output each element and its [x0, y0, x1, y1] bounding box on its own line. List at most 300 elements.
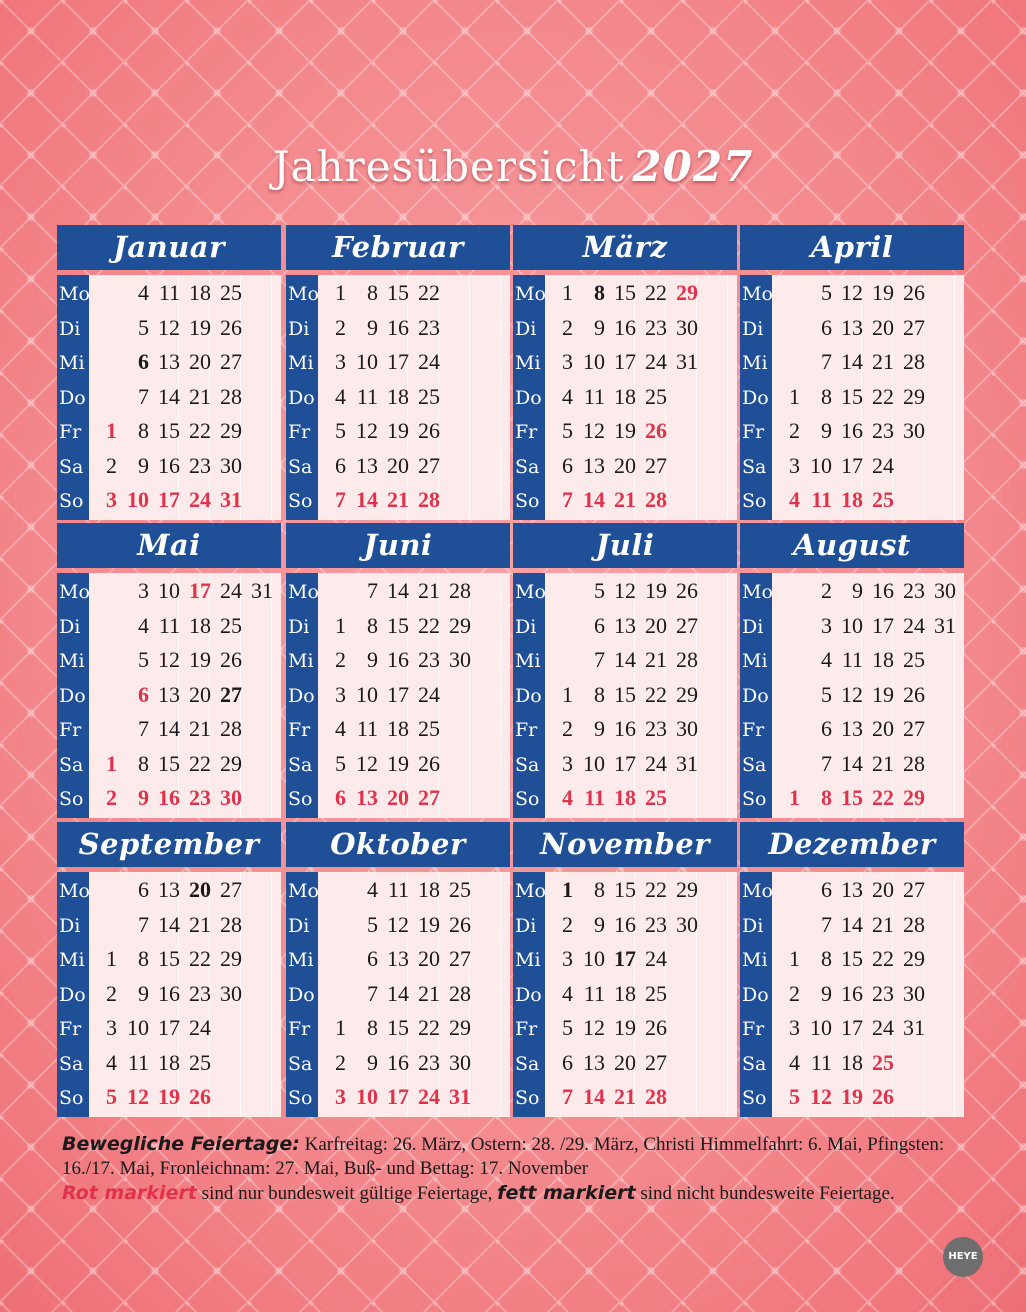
day-cell: 26 — [449, 911, 471, 937]
week-separator — [500, 872, 501, 1117]
day-cell: 1 — [789, 383, 800, 409]
week-separator — [727, 275, 728, 520]
day-cell: 26 — [220, 314, 242, 340]
month-3 — [740, 225, 964, 520]
day-cell: 11 — [811, 487, 832, 512]
day-cell: 24 — [418, 681, 440, 707]
day-cell: 20 — [614, 452, 636, 478]
month-name: Februar — [286, 225, 510, 270]
day-cell: 14 — [158, 716, 180, 741]
weekday-label: Fr — [515, 719, 538, 741]
day-cell: 7 — [594, 647, 605, 672]
day-cell: 11 — [584, 785, 605, 810]
day-cell: 14 — [614, 647, 636, 672]
day-cell: 25 — [189, 1049, 211, 1075]
weekday-column — [57, 275, 89, 520]
day-cell: 9 — [138, 980, 149, 1006]
day-cell: 11 — [810, 1049, 832, 1075]
day-cell: 3 — [789, 452, 800, 478]
month-days-table — [57, 275, 281, 520]
day-cell: 6 — [821, 716, 832, 741]
day-cell: 17 — [841, 452, 863, 478]
weekday-column — [286, 573, 318, 818]
month-days-table — [740, 573, 964, 818]
day-cell: 28 — [449, 578, 471, 603]
month-name: Dezember — [740, 822, 964, 867]
day-cell: 22 — [872, 946, 894, 971]
day-cell: 29 — [676, 877, 698, 902]
day-cell: 7 — [138, 716, 149, 741]
day-cell: 13 — [583, 1049, 605, 1075]
day-cell: 2 — [562, 911, 573, 937]
day-cell: 2 — [335, 314, 346, 340]
day-cell: 8 — [138, 946, 149, 971]
weekday-label: Mo — [515, 283, 546, 305]
weekday-label: So — [742, 788, 767, 810]
weekday-label: So — [288, 1087, 313, 1109]
weekday-label: So — [742, 1087, 767, 1109]
day-cell: 19 — [387, 750, 409, 776]
weekday-column — [57, 573, 89, 818]
weekday-column — [513, 573, 545, 818]
weekday-column — [740, 573, 772, 818]
day-cell: 20 — [387, 785, 409, 810]
weekday-label: Mo — [515, 880, 546, 902]
weekday-label: Sa — [742, 753, 767, 776]
weekday-label: Sa — [59, 753, 84, 776]
weekday-label: Di — [515, 317, 537, 340]
week-separator — [500, 573, 501, 818]
day-cell: 17 — [614, 750, 636, 776]
day-cell: 25 — [645, 785, 667, 810]
day-cell: 5 — [335, 418, 346, 443]
day-cell: 19 — [387, 418, 409, 443]
day-cell: 26 — [903, 681, 925, 707]
day-cell: 1 — [106, 418, 117, 443]
weekday-column — [513, 275, 545, 520]
day-cell: 15 — [387, 1015, 409, 1040]
day-cell: 9 — [138, 452, 149, 478]
day-cell: 9 — [821, 980, 832, 1006]
week-separator — [954, 872, 955, 1117]
day-cell: 11 — [158, 280, 180, 305]
movable-holidays-note — [62, 1132, 977, 1181]
day-cell: 17 — [158, 487, 180, 512]
day-cell: 9 — [594, 911, 605, 937]
day-cell: 24 — [418, 1084, 440, 1109]
weekday-label: So — [59, 1087, 84, 1109]
day-cell: 10 — [583, 349, 605, 374]
day-cell: 6 — [367, 946, 378, 971]
day-cell: 28 — [903, 911, 925, 937]
day-cell: 18 — [841, 487, 863, 512]
week-separator — [727, 872, 728, 1117]
day-cell: 16 — [387, 647, 409, 672]
weekday-label: Fr — [515, 421, 538, 443]
day-cell: 21 — [189, 716, 211, 741]
weekday-label: Di — [515, 615, 537, 638]
day-cell: 17 — [387, 349, 409, 374]
weekday-label: Sa — [288, 455, 313, 478]
day-cell: 23 — [645, 911, 667, 937]
day-cell: 2 — [562, 716, 573, 741]
weekday-label: Di — [59, 914, 81, 937]
month-4 — [57, 523, 281, 818]
week-separator — [469, 275, 470, 520]
weekday-column — [286, 872, 318, 1117]
weekday-label: Fr — [742, 719, 765, 741]
weekday-label: Mo — [59, 581, 90, 603]
day-cell: 20 — [872, 716, 894, 741]
month-7 — [740, 523, 964, 818]
day-cell: 16 — [614, 314, 636, 340]
day-cell: 15 — [387, 612, 409, 638]
day-cell: 20 — [872, 877, 894, 902]
day-cell: 8 — [138, 750, 149, 776]
day-cell: 1 — [335, 612, 346, 638]
day-cell: 4 — [106, 1049, 117, 1075]
day-cell: 21 — [872, 750, 894, 776]
month-days-table — [513, 275, 737, 520]
weekday-label: Di — [288, 914, 310, 937]
weekday-label: Mi — [59, 650, 85, 672]
day-cell: 12 — [841, 280, 863, 305]
day-cell: 29 — [220, 418, 242, 443]
day-cell: 24 — [189, 487, 211, 512]
day-cell: 24 — [872, 1015, 894, 1040]
weekday-label: Di — [742, 317, 764, 340]
weekday-label: Do — [742, 684, 769, 707]
month-name: Mai — [57, 523, 281, 568]
day-cell: 7 — [562, 487, 573, 512]
day-cell: 27 — [645, 452, 667, 478]
day-cell: 24 — [872, 452, 894, 478]
day-cell: 12 — [583, 418, 605, 443]
heye-logo: HEYE — [943, 1237, 983, 1277]
day-cell: 13 — [841, 877, 863, 902]
weekday-label: So — [288, 788, 313, 810]
day-cell: 5 — [594, 578, 605, 603]
holiday-notes — [62, 1132, 977, 1206]
day-cell: 17 — [614, 946, 636, 971]
day-cell: 13 — [841, 314, 863, 340]
weekday-label: Di — [288, 317, 310, 340]
weekday-label: Mo — [742, 283, 773, 305]
day-cell: 15 — [387, 280, 409, 305]
day-cell: 13 — [158, 681, 180, 707]
day-cell: 19 — [418, 911, 440, 937]
day-cell: 9 — [821, 418, 832, 443]
day-cell: 16 — [872, 578, 894, 603]
day-cell: 14 — [158, 383, 180, 409]
month-days-table — [286, 275, 510, 520]
month-1 — [286, 225, 510, 520]
day-cell: 24 — [189, 1015, 211, 1040]
bold-marked-label: fett markiert — [497, 1182, 636, 1204]
day-cell: 26 — [903, 280, 925, 305]
day-cell: 4 — [367, 877, 378, 902]
day-cell: 27 — [449, 946, 471, 971]
day-cell: 14 — [841, 750, 863, 776]
month-5 — [286, 523, 510, 818]
weekday-label: Do — [59, 684, 86, 707]
weekday-label: Sa — [515, 753, 540, 776]
day-cell: 14 — [158, 911, 180, 937]
week-separator — [954, 275, 955, 520]
day-cell: 18 — [841, 1049, 863, 1075]
month-name: August — [740, 523, 964, 568]
day-cell: 23 — [645, 314, 667, 340]
day-cell: 19 — [614, 418, 636, 443]
weekday-label: Do — [742, 386, 769, 409]
weekday-label: Do — [515, 684, 542, 707]
day-cell: 27 — [676, 612, 698, 638]
day-cell: 21 — [872, 349, 894, 374]
day-cell: 21 — [645, 647, 667, 672]
day-cell: 4 — [562, 785, 573, 810]
day-cell: 17 — [841, 1015, 863, 1040]
day-cell: 2 — [106, 980, 117, 1006]
day-cell: 24 — [645, 349, 667, 374]
month-name: November — [513, 822, 737, 867]
month-name: Oktober — [286, 822, 510, 867]
day-cell: 12 — [158, 647, 180, 672]
weekday-label: Mi — [288, 650, 314, 672]
weekday-label: Mi — [288, 949, 314, 971]
weekday-label: Do — [288, 386, 315, 409]
day-cell: 15 — [841, 383, 863, 409]
weekday-label: Do — [515, 983, 542, 1006]
weekday-label: Mo — [742, 581, 773, 603]
weekday-label: Sa — [742, 1052, 767, 1075]
day-cell: 8 — [138, 418, 149, 443]
weekday-label: Mo — [59, 880, 90, 902]
day-cell: 2 — [106, 452, 117, 478]
day-cell: 13 — [356, 452, 378, 478]
day-cell: 13 — [583, 452, 605, 478]
day-cell: 30 — [676, 911, 698, 937]
weekday-label: Fr — [59, 719, 82, 741]
bold-marked-text: sind nicht bundesweite Feiertage. — [640, 1183, 895, 1204]
day-cell: 3 — [335, 1084, 346, 1109]
day-cell: 7 — [138, 911, 149, 937]
day-cell: 24 — [903, 612, 925, 638]
day-cell: 10 — [356, 681, 378, 707]
day-cell: 30 — [903, 980, 925, 1006]
day-cell: 11 — [356, 716, 378, 741]
day-cell: 19 — [189, 314, 211, 340]
year-calendar-grid — [57, 225, 968, 1125]
day-cell: 28 — [220, 716, 242, 741]
week-separator — [500, 275, 501, 520]
day-cell: 14 — [356, 487, 378, 512]
legend-note — [62, 1181, 977, 1206]
day-cell: 22 — [189, 946, 211, 971]
day-cell: 28 — [449, 980, 471, 1006]
day-cell: 13 — [158, 349, 180, 374]
day-cell: 24 — [418, 349, 440, 374]
day-cell: 19 — [614, 1015, 636, 1040]
day-cell: 15 — [158, 418, 180, 443]
day-cell: 18 — [387, 716, 409, 741]
day-cell: 16 — [841, 980, 863, 1006]
day-cell: 25 — [449, 877, 471, 902]
day-cell: 30 — [903, 418, 925, 443]
month-10 — [513, 822, 737, 1117]
weekday-label: So — [515, 788, 540, 810]
weekday-label: Fr — [515, 1018, 538, 1040]
day-cell: 15 — [614, 681, 636, 707]
weekday-column — [57, 872, 89, 1117]
day-cell: 29 — [903, 785, 925, 810]
day-cell: 31 — [903, 1015, 925, 1040]
day-cell: 26 — [676, 578, 698, 603]
day-cell: 20 — [189, 349, 211, 374]
day-cell: 3 — [335, 681, 346, 707]
day-cell: 15 — [841, 946, 863, 971]
red-marked-text: sind nur bundesweit gültige Feiertage, — [201, 1183, 493, 1204]
day-cell: 27 — [418, 785, 440, 810]
day-cell: 21 — [418, 578, 440, 603]
weekday-label: Mi — [515, 949, 541, 971]
day-cell: 9 — [367, 314, 378, 340]
day-cell: 27 — [645, 1049, 667, 1075]
day-cell: 10 — [583, 946, 605, 971]
day-cell: 15 — [614, 877, 636, 902]
day-cell: 16 — [614, 716, 636, 741]
day-cell: 2 — [789, 980, 800, 1006]
day-cell: 23 — [872, 418, 894, 443]
day-cell: 31 — [220, 487, 242, 512]
day-cell: 3 — [138, 578, 149, 603]
day-cell: 10 — [127, 1015, 149, 1040]
day-cell: 28 — [645, 487, 667, 512]
day-cell: 12 — [356, 418, 378, 443]
day-cell: 27 — [220, 681, 242, 707]
weekday-label: So — [59, 490, 84, 512]
day-cell: 14 — [387, 578, 409, 603]
day-cell: 28 — [220, 911, 242, 937]
day-cell: 7 — [335, 487, 346, 512]
day-cell: 3 — [562, 750, 573, 776]
day-cell: 1 — [106, 750, 117, 776]
day-cell: 22 — [189, 750, 211, 776]
day-cell: 25 — [645, 980, 667, 1006]
day-cell: 11 — [583, 980, 605, 1006]
day-cell: 29 — [676, 280, 698, 305]
day-cell: 12 — [127, 1084, 149, 1109]
month-name: Januar — [57, 225, 281, 270]
day-cell: 8 — [367, 280, 378, 305]
weekday-label: Mo — [288, 581, 319, 603]
day-cell: 13 — [841, 716, 863, 741]
day-cell: 28 — [903, 349, 925, 374]
day-cell: 13 — [158, 877, 180, 902]
day-cell: 11 — [158, 612, 180, 638]
weekday-label: Fr — [59, 421, 82, 443]
day-cell: 29 — [676, 681, 698, 707]
day-cell: 3 — [821, 612, 832, 638]
weekday-column — [513, 872, 545, 1117]
day-cell: 2 — [335, 1049, 346, 1075]
weekday-label: Mi — [742, 352, 768, 374]
month-days-table — [740, 872, 964, 1117]
day-cell: 9 — [594, 716, 605, 741]
month-8 — [57, 822, 281, 1117]
day-cell: 25 — [418, 383, 440, 409]
movable-holidays-text: Karfreitag: 26. März, Ostern: 28. /29. März, Christi Himmelfahrt: 6. Mai, Pfingsten: 16./17. Mai, Fronleichnam: 27. Mai, Buß- und Bettag: 17. November — [62, 1134, 945, 1179]
month-name: Juli — [513, 523, 737, 568]
day-cell: 9 — [594, 314, 605, 340]
day-cell: 4 — [789, 1049, 800, 1075]
day-cell: 26 — [872, 1084, 894, 1109]
day-cell: 21 — [418, 980, 440, 1006]
day-cell: 10 — [810, 1015, 832, 1040]
day-cell: 16 — [158, 980, 180, 1006]
day-cell: 17 — [158, 1015, 180, 1040]
day-cell: 27 — [220, 877, 242, 902]
day-cell: 5 — [821, 280, 832, 305]
day-cell: 22 — [872, 383, 894, 409]
weekday-label: Fr — [742, 1018, 765, 1040]
day-cell: 5 — [821, 681, 832, 707]
day-cell: 5 — [562, 1015, 573, 1040]
day-cell: 1 — [562, 681, 573, 707]
weekday-label: Mo — [288, 880, 319, 902]
day-cell: 4 — [138, 280, 149, 305]
day-cell: 4 — [335, 383, 346, 409]
day-cell: 14 — [583, 487, 605, 512]
month-days-table — [513, 573, 737, 818]
day-cell: 30 — [934, 578, 956, 603]
weekday-label: Mi — [515, 650, 541, 672]
day-cell: 23 — [189, 980, 211, 1006]
day-cell: 7 — [821, 349, 832, 374]
day-cell: 28 — [676, 647, 698, 672]
weekday-label: Mi — [742, 949, 768, 971]
weekday-label: So — [288, 490, 313, 512]
month-0 — [57, 225, 281, 520]
day-cell: 10 — [127, 487, 149, 512]
day-cell: 31 — [934, 612, 956, 638]
day-cell: 11 — [387, 877, 409, 902]
day-cell: 1 — [562, 280, 573, 305]
month-name: September — [57, 822, 281, 867]
weekday-label: Do — [515, 386, 542, 409]
day-cell: 1 — [789, 946, 800, 971]
day-cell: 23 — [189, 785, 211, 810]
day-cell: 30 — [220, 785, 242, 810]
day-cell: 17 — [614, 349, 636, 374]
weekday-label: Fr — [288, 421, 311, 443]
day-cell: 4 — [821, 647, 832, 672]
weekday-label: Sa — [742, 455, 767, 478]
day-cell: 16 — [387, 1049, 409, 1075]
month-6 — [513, 523, 737, 818]
day-cell: 21 — [189, 383, 211, 409]
weekday-label: So — [515, 490, 540, 512]
day-cell: 21 — [189, 911, 211, 937]
day-cell: 16 — [158, 452, 180, 478]
day-cell: 31 — [251, 578, 273, 603]
day-cell: 10 — [810, 452, 832, 478]
day-cell: 18 — [614, 980, 636, 1006]
day-cell: 11 — [583, 383, 605, 409]
day-cell: 20 — [614, 1049, 636, 1075]
day-cell: 8 — [594, 681, 605, 707]
day-cell: 29 — [220, 946, 242, 971]
day-cell: 22 — [189, 418, 211, 443]
